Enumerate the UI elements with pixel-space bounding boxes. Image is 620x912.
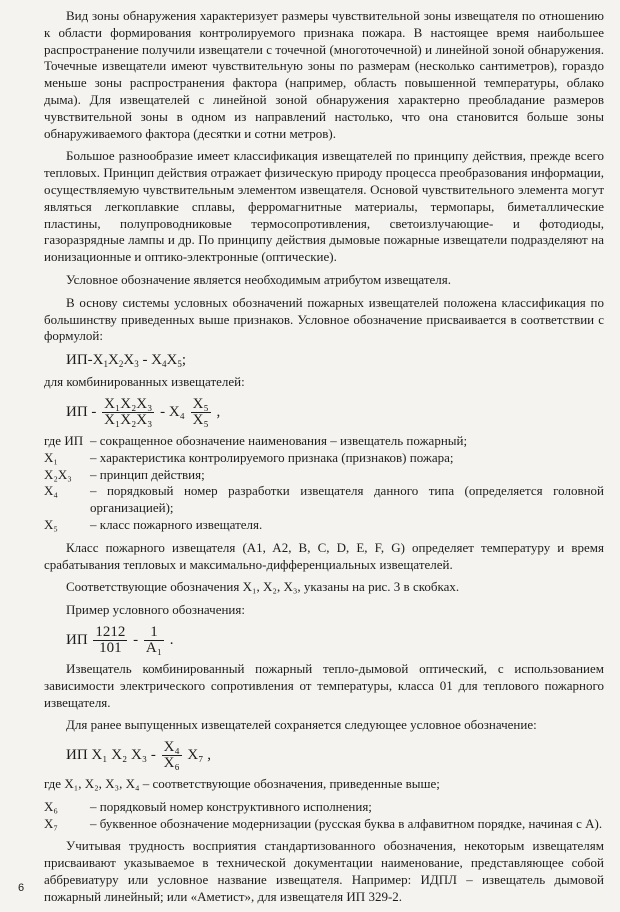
paragraph-class: Класс пожарного извещателя (A1, A2, B, C, D, E, F, G) определяет температуру и время срабатывания тепловых и максимально-дифференциальных извещателей. <box>44 539 604 572</box>
legacy-definitions-list <box>44 776 604 832</box>
definition-item: Х₁ – характеристика контролируемого признака (признаков) пожара; <box>44 449 454 465</box>
definition-item: Х₂Х₃ – принцип действия; <box>44 466 205 482</box>
paragraph-example-title: Пример условного обозначения: <box>66 602 245 618</box>
definitions-list <box>44 433 604 534</box>
definition-item: где ИП – сокращенное обозначение наименования – извещатель пожарный; <box>44 432 468 448</box>
definition-item: Х₄ – порядковый номер разработки извещателя данного типа (определяется головной организацией); <box>44 483 604 516</box>
formula-combined: ИП - $\frac{\text{Х₁Х₂Х₃}}{\text{Х₁Х₂Х₃}}$ - Х₄ $\frac{\text{Х₅}}{\text{Х₅}}$ , <box>66 395 221 428</box>
paragraph-detection-zone: Вид зоны обнаружения характеризует размеры чувствительной зоны извещателя по отношению к области формирования контролируемого признака пожара. В настоящее время наибольшее распространение получили извещатели с точечной (многоточечной) и линейной зоной обнаружения. Точечные извещатели имеют чувствительную зоны по размерам (несколько сантиметров), гораздо меньше зоны распространения фактора (например, область повышенной температуры, облако дыма). Для извещателей с линейной зоной обнаружения характерно преобладание размеров чувствительной зоны в одном из направлений настолько, что она становится больше зоны обнаруживаемого фактора (десятки и сотни метров). <box>44 8 604 141</box>
formula-example: ИП $\frac{1212}{101}$ - $\frac{1}{\text{А₁}}$ . <box>66 623 174 656</box>
definition-item: Х₆ – порядковый номер конструктивного исполнения; <box>44 798 372 814</box>
page-body <box>44 8 604 912</box>
paragraph-designation-system: В основу системы условных обозначений пожарных извещателей положена классификация по большинству приведенных выше признаков. Условное обозначение присваивается в соответствии с формулой: <box>44 294 604 344</box>
paragraph-combined: для комбинированных извещателей: <box>44 374 245 390</box>
formula-legacy: ИП Х₁ Х₂ Х₃ - $\frac{\text{Х₄}}{\text{Х₆}}$ Х₇ , <box>66 739 211 772</box>
fraction: $\frac{1212}{101}$ <box>95 623 126 656</box>
fraction: $\frac{\text{Х₁Х₂Х₃}}{\text{Х₁Х₂Х₃}}$ <box>104 395 153 428</box>
fraction: $\frac{1}{\text{А₁}}$ <box>145 623 162 656</box>
paragraph-abbreviations: Учитывая трудность восприятия стандартизованного обозначения, некоторым извещателям присваивают указываемое в технической документации наименование, представляющее собой аббревиатуру или условное название извещателя. Например: ИДПЛ – извещатель дымовой пожарный линейный; или «Аметист», для извещателя ИП 329-2. <box>44 838 604 904</box>
definition-item: Х₅ – класс пожарного извещателя. <box>44 516 263 532</box>
formula-general: $ИП-Х_1Х_2Х_3 - Х_4Х_5$; <box>66 352 187 370</box>
page-number: 6 <box>18 882 25 894</box>
paragraph-legacy: Для ранее выпущенных извещателей сохраняется следующее условное обозначение: <box>66 717 537 733</box>
definition-item: где Х₁, Х₂, Х₃, Х₄ – соответствующие обозначения, приведенные выше; <box>44 776 440 792</box>
paragraph-figure-ref: Соответствующие обозначения Х₁, Х₂, Х₃, указаны на рис. 3 в скобках. <box>66 579 460 595</box>
paragraph-operating-principle: Большое разнообразие имеет классификация извещателей по принципу действия, прежде всего тепловых. Принцип действия отражает физическую природу процесса преобразования информации, осуществляемую чувствительным элементом извещателя. Основой чувствительного элемента могут являться легкоплавкие сплавы, ферромагнитные материалы, термопары, биметаллические пластины, полупроводниковые термосопротивления, светоизлучающие- и фотодиоды, газоразрядные лампы и др. По принципу действия дымовые пожарные извещатели подразделяют на ионизационные и оптико-электронные (оптические). <box>44 148 604 265</box>
fraction: $\frac{\text{Х₄}}{\text{Х₆}}$ <box>163 739 180 772</box>
paragraph-example-description: Извещатель комбинированный пожарный тепло-дымовой оптический, с использованием зависимости электрического сопротивления от температуры, класса 01 для теплового пожарного извещателя. <box>44 660 604 710</box>
definition-item: Х₇ – буквенное обозначение модернизации (русская буква в алфавитном порядке, начиная с А). <box>44 815 603 831</box>
paragraph-designation-attribute: Условное обозначение является необходимым атрибутом извещателя. <box>66 271 452 287</box>
fraction: $\frac{\text{Х₅}}{\text{Х₅}}$ <box>192 395 209 428</box>
